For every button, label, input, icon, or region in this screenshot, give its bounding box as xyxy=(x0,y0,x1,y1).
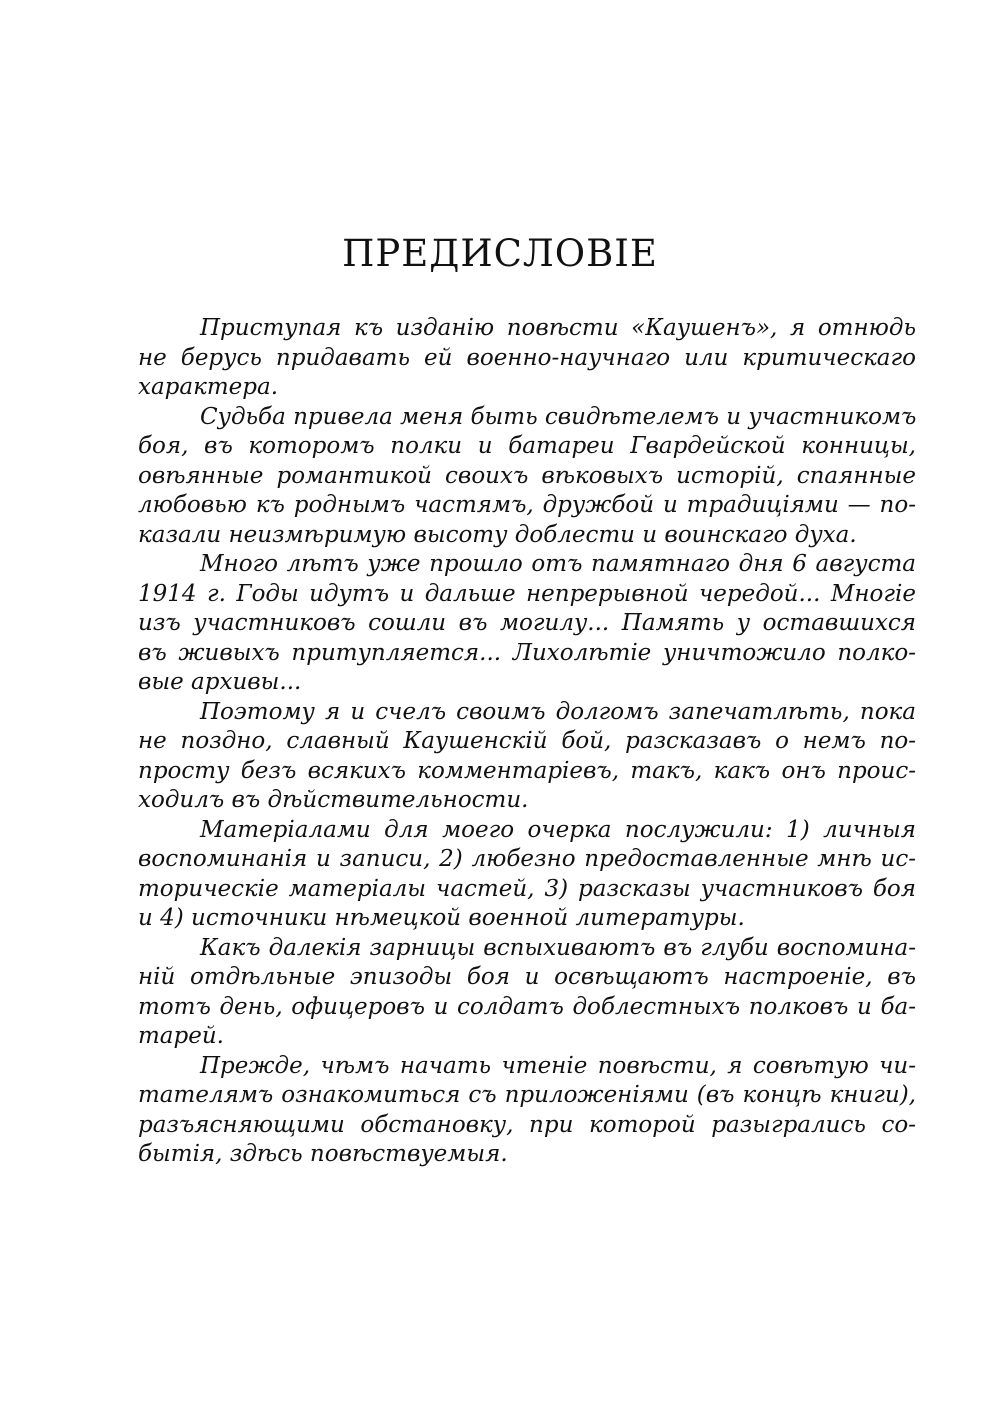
text-line: тотъ день, офицеровъ и солдатъ доблестныхъ полковъ и ба- xyxy=(138,993,916,1020)
text-line: любовью къ роднымъ частямъ, дружбой и традиціями — по- xyxy=(138,492,916,518)
text-line: тарей. xyxy=(138,1023,224,1049)
text-line: ній отдѣльные эпизоды боя и освѣщаютъ настроеніе, въ xyxy=(138,964,916,990)
text-line: Поэтому я и счелъ своимъ долгомъ запечатлѣть, пока xyxy=(200,698,916,725)
text-line: въ живыхъ притупляется... Лихолѣтіе уничтожило полко- xyxy=(138,639,916,666)
text-line: Приступая къ изданію повѣсти «Каушенъ», я отнюдь xyxy=(200,315,916,341)
text-line: и 4) источники нѣмецкой военной литературы. xyxy=(138,905,745,931)
text-line: ходилъ въ дѣйствительности. xyxy=(138,787,529,813)
text-line: Много лѣтъ уже прошло отъ памятнаго дня 6 августа xyxy=(200,551,916,577)
text-line: Прежде, чѣмъ начать чтеніе повѣсти, я совѣтую чи- xyxy=(200,1052,916,1079)
preface-text xyxy=(138,314,916,1170)
text-line: овѣянные романтикой своихъ вѣковыхъ исторій, спаянные xyxy=(138,462,916,489)
text-line: не поздно, славный Каушенскій бой, разсказавъ о немъ по- xyxy=(138,728,916,754)
text-line: характера. xyxy=(138,374,279,400)
text-line: вые архивы... xyxy=(138,669,302,695)
text-line: 1914 г. Годы идутъ и дальше непрерывной чередой... Многіе xyxy=(138,580,916,607)
text-line: просту безъ всякихъ комментаріевъ, такъ, какъ онъ проис- xyxy=(138,757,916,784)
text-line: казали неизмѣримую высоту доблести и воинскаго духа. xyxy=(138,521,857,548)
text-line: тателямъ ознакомиться съ приложеніями (въ концѣ книги), xyxy=(138,1082,916,1108)
text-line: воспоминанія и записи, 2) любезно предоставленные мнѣ ис- xyxy=(138,846,916,872)
text-line: Матеріалами для моего очерка послужили: 1) личныя xyxy=(200,816,916,843)
text-line: изъ участниковъ сошли въ могилу... Память у оставшихся xyxy=(138,610,916,636)
text-line: разъясняющими обстановку, при которой разыгрались со- xyxy=(138,1111,916,1138)
text-line: боя, въ которомъ полки и батареи Гвардейской конницы, xyxy=(138,433,916,459)
page-title: ПРЕДИСЛОВІЕ xyxy=(342,232,658,275)
text-line: Судьба привела меня быть свидѣтелемъ и участникомъ xyxy=(200,403,917,430)
text-line: не берусь придавать ей военно-научнаго или критическаго xyxy=(138,344,916,371)
text-line: бытія, здѣсь повѣствуемыя. xyxy=(138,1141,508,1167)
text-line: торическіе матеріалы частей, 3) разсказы участниковъ боя xyxy=(138,875,916,902)
text-line: Какъ далекія зарницы вспыхиваютъ въ глуби воспомина- xyxy=(200,934,916,961)
